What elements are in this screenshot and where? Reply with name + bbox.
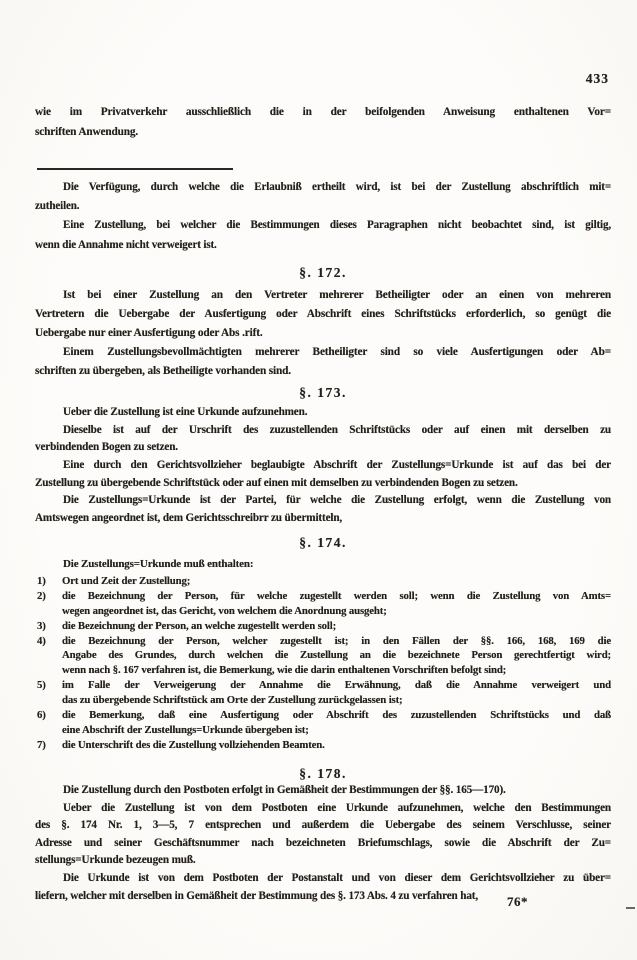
text-line: Zustellung zu übergebende Schriftstück oder auf einen mit demselben zu verbindenden Bogen zu setzen.: [35, 476, 518, 489]
footnote-paragraphs: [35, 178, 611, 255]
paragraph: [35, 343, 611, 381]
text-line: des §. 174 Nr. 1, 3—5, 7 entsprechen und außerdem die Uebergabe des seinem Verschlusse, seiner: [35, 819, 611, 832]
printer-signature-mark: 76*: [507, 894, 528, 909]
section-174-numbered-list: [35, 574, 611, 753]
list-item: [35, 708, 611, 738]
text-line: die Bemerkung, daß eine Ausfertigung oder Abschrift des zuzustellenden Schriftstücks und daß: [62, 709, 611, 722]
paragraph: [35, 492, 611, 527]
text-line: liefern, welcher mit derselben in Gemäßheit der Bestimmung des §. 173 Abs. 4 zu verfahren hat,: [35, 889, 479, 902]
text-line: die Unterschrift des die Zustellung vollziehenden Beamten.: [62, 738, 325, 751]
section-174-intro: [35, 556, 611, 572]
text-line: Adresse und seiner Geschäftsnummer nach bezeichneten Briefumschlags, sowie die Abschrift der Zu=: [35, 836, 611, 849]
text-line: Dieselbe ist auf der Urschrift des zuzustellenden Schriftstücks oder auf einen mit derselben zu: [63, 423, 611, 436]
section-heading-178: §. 178.: [299, 766, 347, 781]
text-line: Die Zustellungs=Urkunde ist der Partei, für welche die Zustellung erfolgt, wenn die Zustellung von: [63, 494, 611, 507]
list-item: [35, 619, 611, 634]
text-line: Eine durch den Gerichtsvollzieher beglaubigte Abschrift der Zustellungs=Urkunde ist auf das bei der: [63, 459, 611, 472]
list-item-number: 3): [37, 619, 46, 632]
text-line: die Bezeichnung der Person, welcher zugestellt ist; in den Fällen der §§. 166, 168, 169 die: [62, 634, 611, 647]
list-item-number: 1): [37, 575, 46, 587]
text-line: Angabe des Grundes, durch welchen die Zustellung an die bezeichnete Person gerechtfertigt wird;: [62, 649, 611, 662]
paragraph: [35, 404, 611, 422]
intro-continuation-paragraph: [35, 102, 611, 142]
list-item-number: 4): [37, 634, 46, 647]
section-173-body: [35, 404, 611, 528]
paragraph: [35, 457, 611, 492]
text-line: Die Zustellungs=Urkunde muß enthalten:: [63, 558, 254, 570]
text-line: wie im Privatverkehr ausschließlich die in der beifolgenden Anweisung enthaltenen Vor=: [35, 106, 611, 118]
paragraph: [35, 102, 611, 142]
list-item-number: 5): [37, 679, 46, 692]
text-line: verbindenden Bogen zu setzen.: [35, 441, 178, 454]
text-line: Die Verfügung, durch welche die Erlaubniß ertheilt wird, ist bei der Zustellung abschriftlich mit=: [63, 181, 611, 193]
text-line: das zu übergebende Schriftstück am Orte der Zustellung zurückgelassen ist;: [62, 694, 403, 707]
section-heading-173: §. 173.: [299, 385, 347, 400]
list-item: [35, 678, 611, 708]
list-item-number: 7): [37, 738, 46, 751]
text-line: Amtswegen angeordnet ist, dem Gerichtsschreibrr zu übermitteln,: [35, 512, 343, 525]
paragraph: [35, 782, 611, 800]
text-line: schriften zu übergeben, als Betheiligte vorhanden sind.: [35, 365, 291, 377]
text-line: wenn nach §. 167 verfahren ist, die Bemerkung, wie die darin enthaltenen Vorschriften befolgt sind;: [62, 664, 507, 677]
scan-artifact: [626, 907, 635, 909]
footnote-separator-rule: [37, 168, 233, 170]
section-heading-174: §. 174.: [299, 535, 347, 550]
paragraph: [35, 286, 611, 343]
text-line: wegen angeordnet ist, das Gericht, von welchem die Anordnung ausgeht;: [62, 604, 387, 617]
text-line: Ueber die Zustellung ist eine Urkunde aufzunehmen.: [63, 406, 308, 418]
text-line: Uebergabe nur einer Ausfertigung oder Abs .rift.: [35, 327, 263, 339]
text-line: Eine Zustellung, bei welcher die Bestimmungen dieses Paragraphen nicht beobachtet sind, ist giltig,: [63, 219, 611, 232]
list-item: [35, 589, 611, 619]
text-line: im Falle der Verweigerung der Annahme die Erwähnung, daß die Annahme verweigert und: [62, 679, 611, 692]
paragraph: [35, 178, 611, 216]
paragraph: [35, 556, 611, 572]
list-item: [35, 574, 611, 589]
text-line: eine Abschrift der Zustellungs=Urkunde übergeben ist;: [62, 723, 309, 736]
section-172-body: [35, 286, 611, 381]
section-heading-172: §. 172.: [299, 265, 347, 280]
text-line: Vertretern die Uebergabe der Ausfertigung oder Abschrift eines Schriftstücks erforderlich, so genügt die: [35, 308, 611, 320]
text-line: stellungs=Urkunde bezeugen muß.: [35, 854, 196, 867]
text-line: schriften Anwendung.: [35, 126, 139, 138]
text-line: Ist bei einer Zustellung an den Vertreter mehrerer Betheiligter oder an einen von mehreren: [63, 289, 611, 301]
text-line: Einem Zustellungsbevollmächtigten mehrerer Betheiligter sind so viele Ausfertigungen oder Ab=: [63, 346, 611, 358]
text-line: Die Zustellung durch den Postboten erfolgt in Gemäßheit der Bestimmungen der §§. 165—170).: [63, 784, 506, 796]
paragraph: [35, 216, 611, 254]
list-item: [35, 634, 611, 679]
text-line: die Bezeichnung der Person, an welche zugestellt werden soll;: [62, 619, 337, 632]
section-178-body: [35, 782, 611, 905]
list-item-number: 6): [37, 709, 46, 722]
text-line: wenn die Annahme nicht verweigert ist.: [35, 238, 217, 251]
text-line: die Bezeichnung der Person, für welche zugestellt werden soll; wenn die Zustellung von Amts=: [62, 589, 611, 602]
text-line: Ueber die Zustellung ist von dem Postboten eine Urkunde aufzunehmen, welche den Bestimmungen: [63, 801, 611, 814]
list-item-number: 2): [37, 589, 46, 602]
text-line: zutheilen.: [35, 200, 80, 213]
page-number: 433: [585, 71, 609, 86]
text-line: Ort und Zeit der Zustellung;: [62, 575, 191, 587]
list-item: [35, 738, 611, 753]
text-line: Die Urkunde ist von dem Postboten der Postanstalt und von dieser dem Gerichtsvollzieher zu über=: [63, 871, 611, 884]
paragraph: [35, 800, 611, 870]
paragraph: [35, 422, 611, 457]
